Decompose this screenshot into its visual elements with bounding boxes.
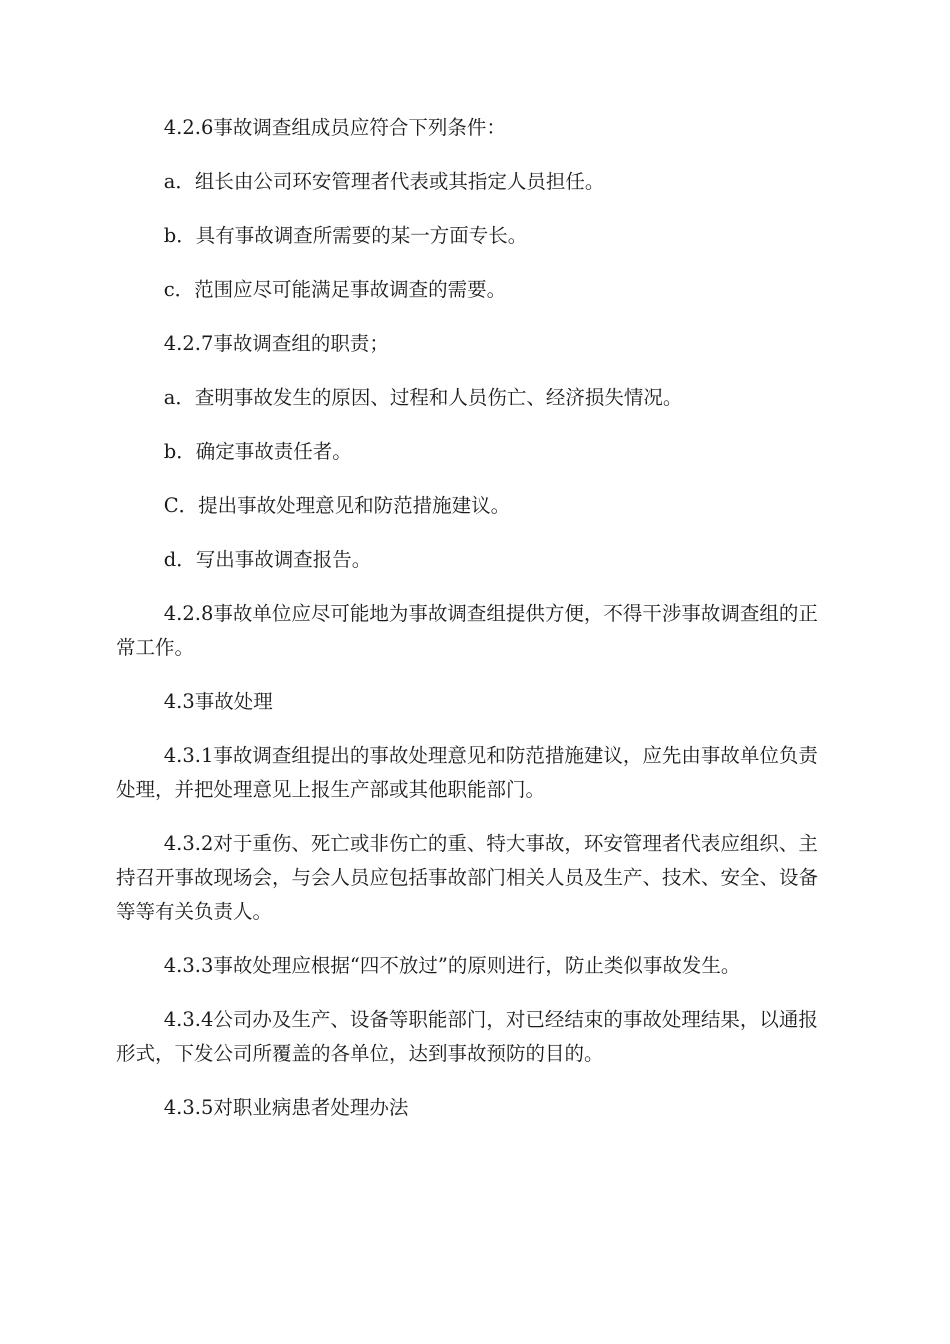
paragraph-duty-b: b．确定事故责任者。 <box>163 440 352 463</box>
paragraph-4-3-4: 4.3.4公司办及生产、设备等职能部门，对已经结束的事故处理结果，以通报形式，下发公司所覆盖的各单位，达到事故预防的目的。 <box>116 1008 818 1065</box>
paragraph-4-2-8: 4.2.8事故单位应尽可能地为事故调查组提供方便，不得干涉事故调查组的正常工作。 <box>116 602 818 659</box>
paragraph-item-c-scope: c．范围应尽可能满足事故调查的需要。 <box>163 278 507 301</box>
paragraph-duty-c: C．提出事故处理意见和防范措施建议。 <box>163 494 511 517</box>
paragraph-4-3-3: 4.3.3事故处理应根据“四不放过”的原则进行，防止类似事故发生。 <box>163 954 741 977</box>
paragraph-4-2-7: 4.2.7事故调查组的职责； <box>163 332 389 355</box>
document-body <box>116 111 832 1145</box>
paragraph-4-3-2: 4.3.2对于重伤、死亡或非伤亡的重、特大事故，环安管理者代表应组织、主持召开事故现场会，与会人员应包括事故部门相关人员及生产、技术、安全、设备等等有关负责人。 <box>116 832 819 923</box>
paragraph-4-3-5: 4.3.5对职业病患者处理办法 <box>163 1096 409 1119</box>
paragraph-item-b-expertise: b．具有事故调查所需要的某一方面专长。 <box>163 224 528 247</box>
paragraph-4-2-6: 4.2.6事故调查组成员应符合下列条件： <box>163 116 506 139</box>
section-heading-4-3: 4.3事故处理 <box>163 690 273 713</box>
paragraph-duty-a: a．查明事故发生的原因、过程和人员伤亡、经济损失情况。 <box>163 386 683 409</box>
paragraph-item-a-leader: a．组长由公司环安管理者代表或其指定人员担任。 <box>163 170 605 193</box>
paragraph-4-3-1: 4.3.1事故调查组提出的事故处理意见和防范措施建议，应先由事故单位负责处理，并把处理意见上报生产部或其他职能部门。 <box>116 744 818 801</box>
paragraph-duty-d: d．写出事故调查报告。 <box>163 548 372 571</box>
